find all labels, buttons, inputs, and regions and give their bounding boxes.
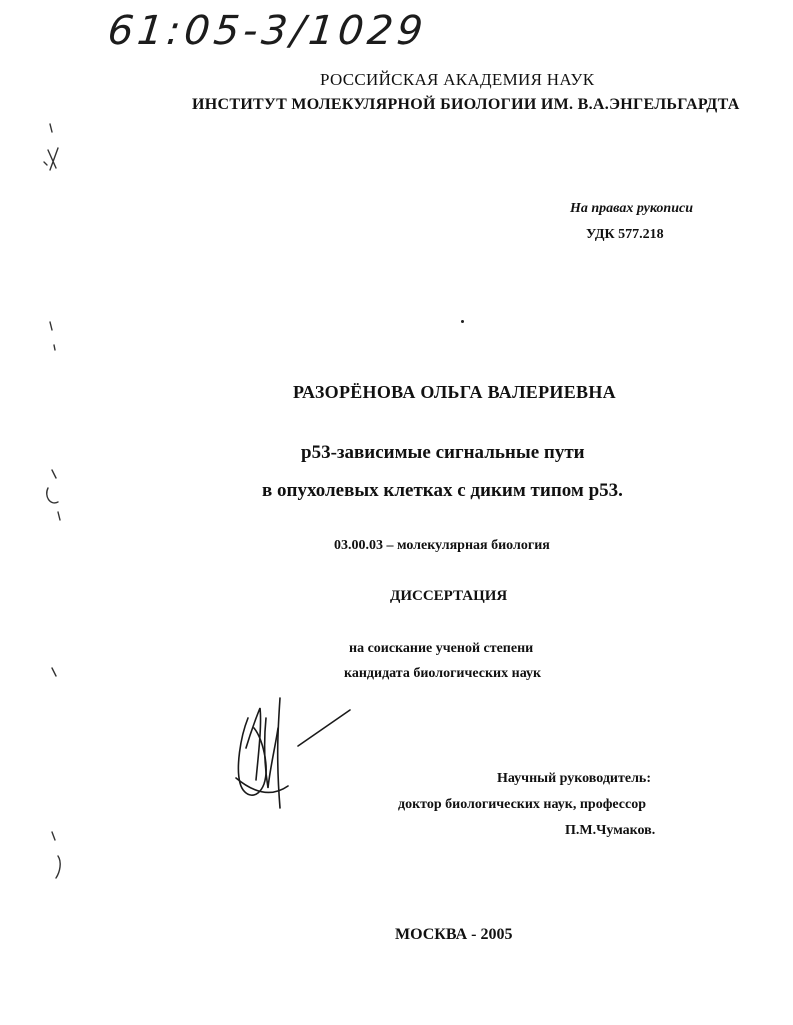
dot-mark: [461, 320, 464, 323]
institute-name: ИНСТИТУТ МОЛЕКУЛЯРНОЙ БИОЛОГИИ ИМ. В.А.ЭНГЕЛЬГАРДТА: [192, 96, 740, 113]
scan-marks-icon: [0, 0, 120, 1025]
city-year: МОСКВА - 2005: [395, 926, 513, 943]
title-line-2: в опухолевых клетках с диким типом p53.: [262, 480, 623, 501]
academy-name: РОССИЙСКАЯ АКАДЕМИЯ НАУК: [320, 70, 595, 89]
degree-line-1: на соискание ученой степени: [349, 641, 534, 656]
udk-code: УДК 577.218: [586, 227, 664, 242]
supervisor-title: доктор биологических наук, профессор: [398, 797, 646, 812]
document-type: ДИССЕРТАЦИЯ: [390, 588, 508, 604]
archive-code-handwritten: 61:05-3/1029: [105, 8, 429, 54]
supervisor-name: П.М.Чумаков.: [565, 823, 656, 838]
author-name: РАЗОРЁНОВА ОЛЬГА ВАЛЕРИЕВНА: [293, 382, 616, 402]
supervisor-label: Научный руководитель:: [497, 771, 651, 786]
title-line-1: p53-зависимые сигнальные пути: [301, 442, 585, 463]
rights-note: На правах рукописи: [570, 201, 693, 216]
degree-line-2: кандидата биологических наук: [344, 666, 542, 681]
signature-icon: [218, 688, 358, 818]
specialty-code: 03.00.03 – молекулярная биология: [334, 538, 550, 553]
